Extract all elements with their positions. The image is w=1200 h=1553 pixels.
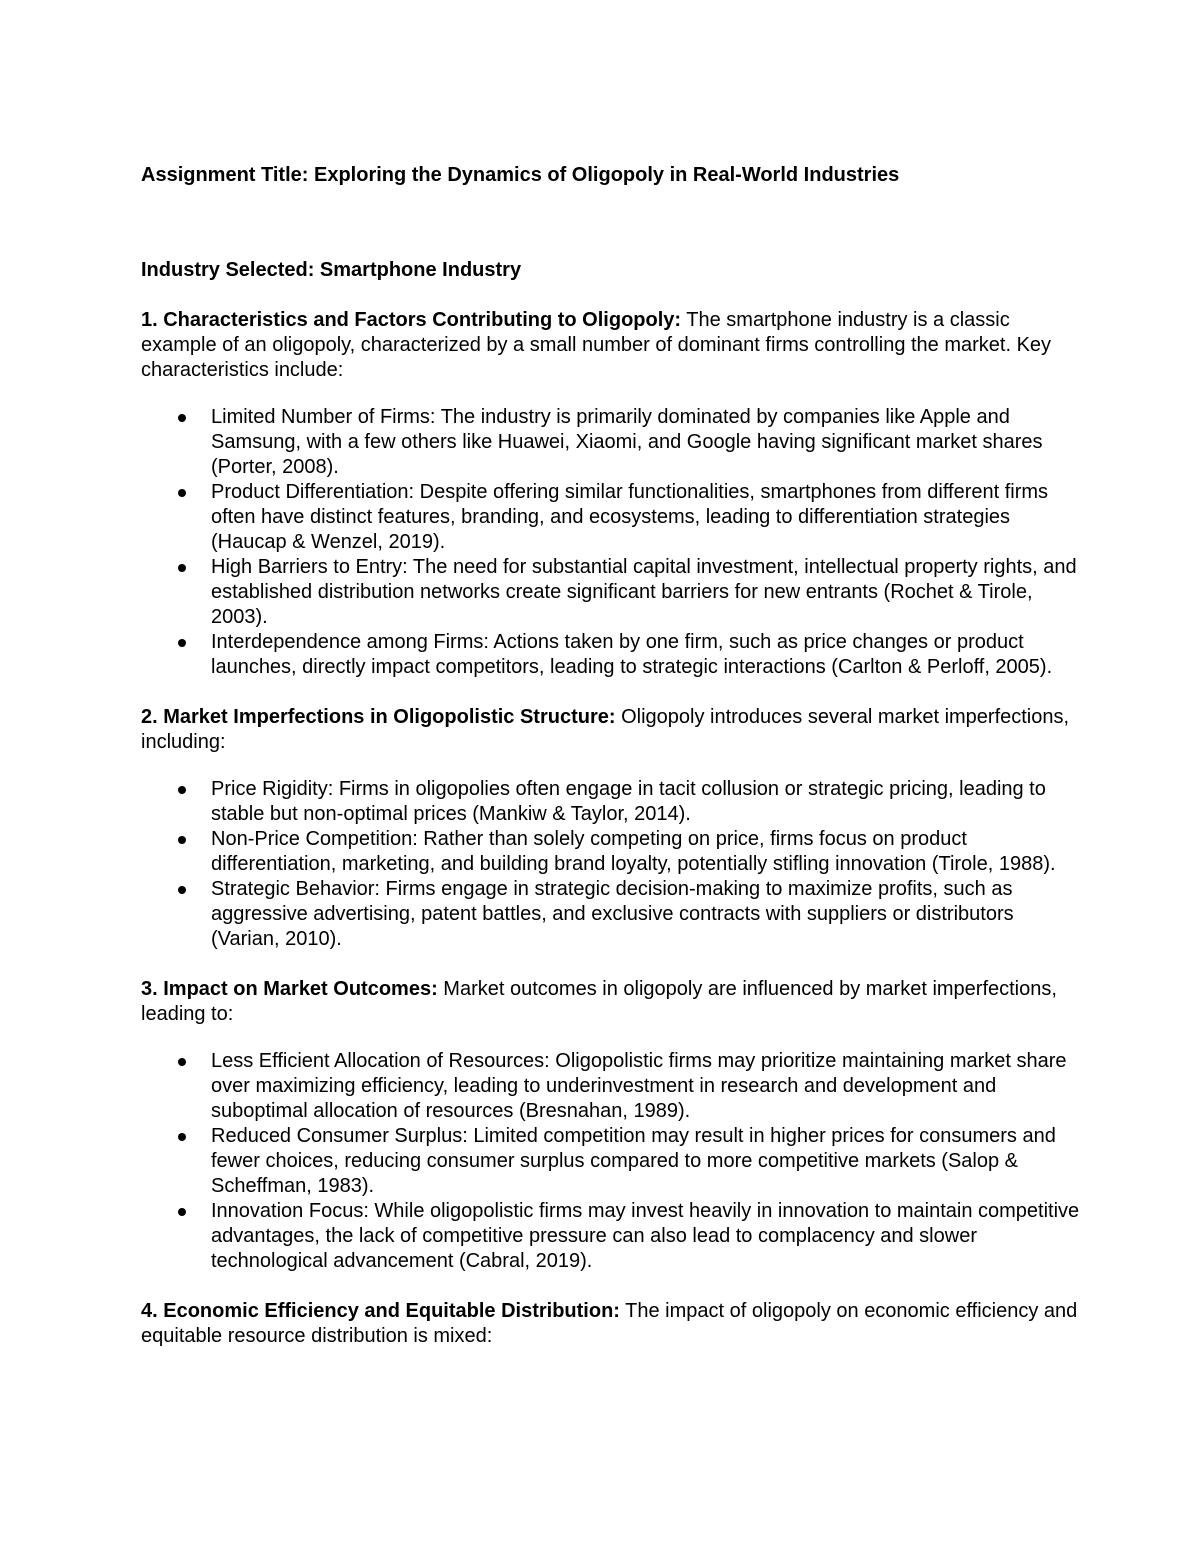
- bullet-icon: [178, 836, 186, 844]
- list-item: Product Differentiation: Despite offering similar functionalities, smartphones from different firms often have distinct features, branding, and ecosystems, leading to differentiation strategies (Haucap & Wenzel, 2019).: [211, 480, 1080, 555]
- bullet-icon: [178, 1208, 186, 1216]
- list-item: High Barriers to Entry: The need for substantial capital investment, intellectual property rights, and established distribution networks create significant barriers for new entrants (Rochet & Tirole, 2003).: [211, 555, 1080, 630]
- bullet-icon: [178, 489, 186, 497]
- list-item: Limited Number of Firms: The industry is primarily dominated by companies like Apple and Samsung, with a few others like Huawei, Xiaomi, and Google having significant market shares (Porter, 2008).: [211, 405, 1080, 480]
- list-item: Interdependence among Firms: Actions taken by one firm, such as price changes or product launches, directly impact competitors, leading to strategic interactions (Carlton & Perloff, 2005).: [211, 630, 1080, 680]
- section-1: [141, 308, 1080, 680]
- bullet-icon: [178, 886, 186, 894]
- section-3-bullets: [141, 1049, 1080, 1274]
- list-item: Less Efficient Allocation of Resources: Oligopolistic firms may prioritize maintaining market share over maximizing efficiency, leading to underinvestment in research and development and suboptimal allocation of resources (Bresnahan, 1989).: [211, 1049, 1080, 1124]
- section-2-heading: 2. Market Imperfections in Oligopolistic Structure:: [141, 706, 616, 728]
- list-item: Innovation Focus: While oligopolistic firms may invest heavily in innovation to maintain competitive advantages, the lack of competitive pressure can also lead to complacency and slower technological advancement (Cabral, 2019).: [211, 1199, 1080, 1274]
- section-2: [141, 705, 1080, 952]
- list-item: Non-Price Competition: Rather than solely competing on price, firms focus on product differentiation, marketing, and building brand loyalty, potentially stifling innovation (Tirole, 1988).: [211, 827, 1080, 877]
- bullet-icon: [178, 414, 186, 422]
- bullet-icon: [178, 1058, 186, 1066]
- section-3-heading: 3. Impact on Market Outcomes:: [141, 978, 438, 1000]
- section-1-heading: 1. Characteristics and Factors Contributing to Oligopoly:: [141, 309, 682, 331]
- assignment-title: Assignment Title: Exploring the Dynamics of Oligopoly in Real-World Industries: [141, 164, 900, 186]
- section-1-paragraph: [141, 308, 1080, 383]
- list-item: Strategic Behavior: Firms engage in strategic decision-making to maximize profits, such as aggressive advertising, patent battles, and exclusive contracts with suppliers or distributors (Varian, 2010).: [211, 877, 1080, 952]
- bullet-icon: [178, 1133, 186, 1141]
- section-4-paragraph: [141, 1299, 1080, 1349]
- section-4: [141, 1299, 1080, 1349]
- list-item: Price Rigidity: Firms in oligopolies often engage in tacit collusion or strategic pricing, leading to stable but non-optimal prices (Mankiw & Taylor, 2014).: [211, 777, 1080, 827]
- section-4-intro: The impact of oligopoly on economic efficiency and equitable resource distribution is mixed:: [141, 1300, 1078, 1347]
- bullet-icon: [178, 564, 186, 572]
- industry-selected: Industry Selected: Smartphone Industry: [141, 259, 522, 281]
- bullet-icon: [178, 639, 186, 647]
- section-3-paragraph: [141, 977, 1080, 1027]
- section-1-intro: The smartphone industry is a classic example of an oligopoly, characterized by a small number of dominant firms controlling the market. Key characteristics include:: [141, 309, 1052, 381]
- bullet-icon: [178, 786, 186, 794]
- section-2-intro: Oligopoly introduces several market imperfections, including:: [141, 706, 1070, 753]
- section-4-heading: 4. Economic Efficiency and Equitable Distribution:: [141, 1300, 620, 1322]
- section-3-intro: Market outcomes in oligopoly are influenced by market imperfections, leading to:: [141, 978, 1057, 1025]
- section-3: [141, 977, 1080, 1274]
- section-2-paragraph: [141, 705, 1080, 755]
- section-2-bullets: [141, 777, 1080, 952]
- list-item: Reduced Consumer Surplus: Limited competition may result in higher prices for consumers and fewer choices, reducing consumer surplus compared to more competitive markets (Salop & Scheffman, 1983).: [211, 1124, 1080, 1199]
- section-1-bullets: [141, 405, 1080, 680]
